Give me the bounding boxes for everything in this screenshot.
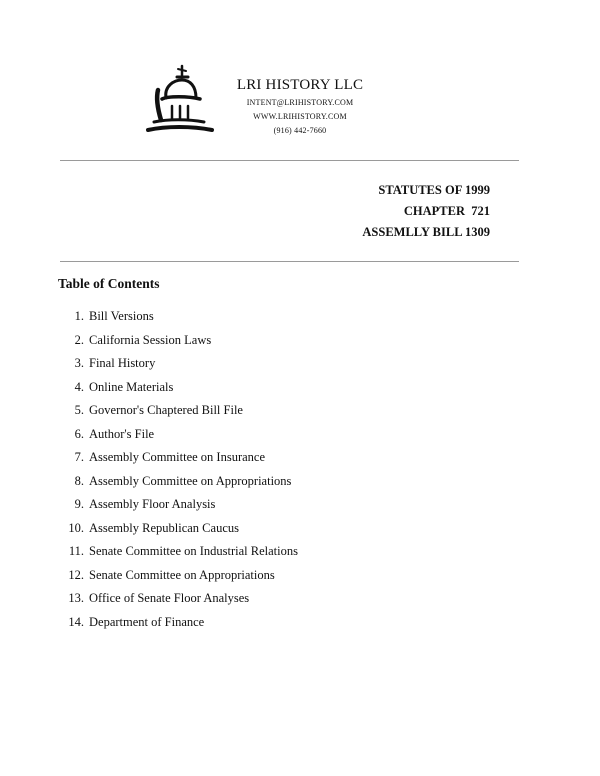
- toc-item: [60, 306, 298, 330]
- toc-item-number: 5.: [74, 403, 84, 417]
- bottom-divider: [60, 261, 519, 262]
- toc-item-label: Assembly Committee on Insurance: [89, 450, 266, 464]
- toc-item-number: 6.: [74, 426, 84, 441]
- toc-item: [60, 400, 298, 424]
- toc-item: [60, 612, 298, 636]
- toc-item-label: Senate Committee on Appropriations: [89, 567, 275, 582]
- toc-item: [60, 424, 298, 448]
- toc-item: [60, 353, 298, 377]
- toc-title: Table of Contents: [58, 276, 160, 291]
- toc-item: [60, 565, 298, 589]
- toc-item-number: 7.: [74, 450, 84, 464]
- toc-item: [60, 471, 298, 495]
- statute-chapter: CHAPTER 721: [403, 204, 490, 218]
- toc-item-label: Department of Finance: [89, 614, 205, 629]
- toc-item-number: 2.: [74, 332, 84, 347]
- toc-item: [60, 377, 298, 401]
- toc-item: [60, 541, 298, 565]
- toc-item-label: Office of Senate Floor Analyses: [89, 591, 250, 605]
- toc-item-label: Senate Committee on Industrial Relations: [89, 544, 298, 558]
- company-name: LRI HISTORY LLC: [236, 77, 364, 93]
- company-email: INTENT@LRIHISTORY.COM: [246, 98, 354, 107]
- toc-item-number: 12.: [68, 567, 84, 582]
- toc-item-number: 10.: [68, 520, 84, 535]
- top-divider: [60, 160, 519, 161]
- company-phone: (916) 442-7660: [273, 126, 327, 135]
- toc-item-label: Assembly Committee on Appropriations: [89, 473, 292, 488]
- toc-item-number: 13.: [68, 591, 84, 605]
- toc-item-label: Governor's Chaptered Bill File: [89, 403, 243, 417]
- toc-list: [60, 306, 298, 635]
- toc-item-label: Assembly Floor Analysis: [89, 497, 216, 511]
- toc-item-number: 14.: [68, 614, 84, 629]
- toc-item-label: Assembly Republican Caucus: [89, 520, 239, 535]
- toc-item-label: California Session Laws: [89, 332, 212, 347]
- toc-item-label: Final History: [89, 356, 156, 370]
- toc-item-label: Bill Versions: [89, 309, 154, 323]
- toc-item: [60, 330, 298, 354]
- company-website: WWW.LRIHISTORY.COM: [253, 112, 347, 121]
- capitol-dome-icon: [144, 64, 216, 138]
- toc-item: [60, 518, 298, 542]
- toc-item: [60, 447, 298, 471]
- toc-item-label: Author's File: [89, 426, 155, 441]
- toc-item-number: 9.: [74, 497, 84, 511]
- toc-item-number: 3.: [74, 356, 84, 370]
- statute-bill: ASSEMLLY BILL 1309: [362, 225, 490, 239]
- toc-item-label: Online Materials: [89, 379, 174, 394]
- toc-item-number: 4.: [74, 379, 84, 394]
- toc-item-number: 1.: [74, 309, 84, 323]
- toc-item: [60, 588, 298, 612]
- toc-item: [60, 494, 298, 518]
- statute-year: STATUTES OF 1999: [378, 183, 490, 197]
- statute-block: [362, 180, 490, 243]
- toc-item-number: 11.: [68, 544, 84, 558]
- toc-item-number: 8.: [74, 473, 84, 488]
- letterhead-block: [222, 76, 378, 137]
